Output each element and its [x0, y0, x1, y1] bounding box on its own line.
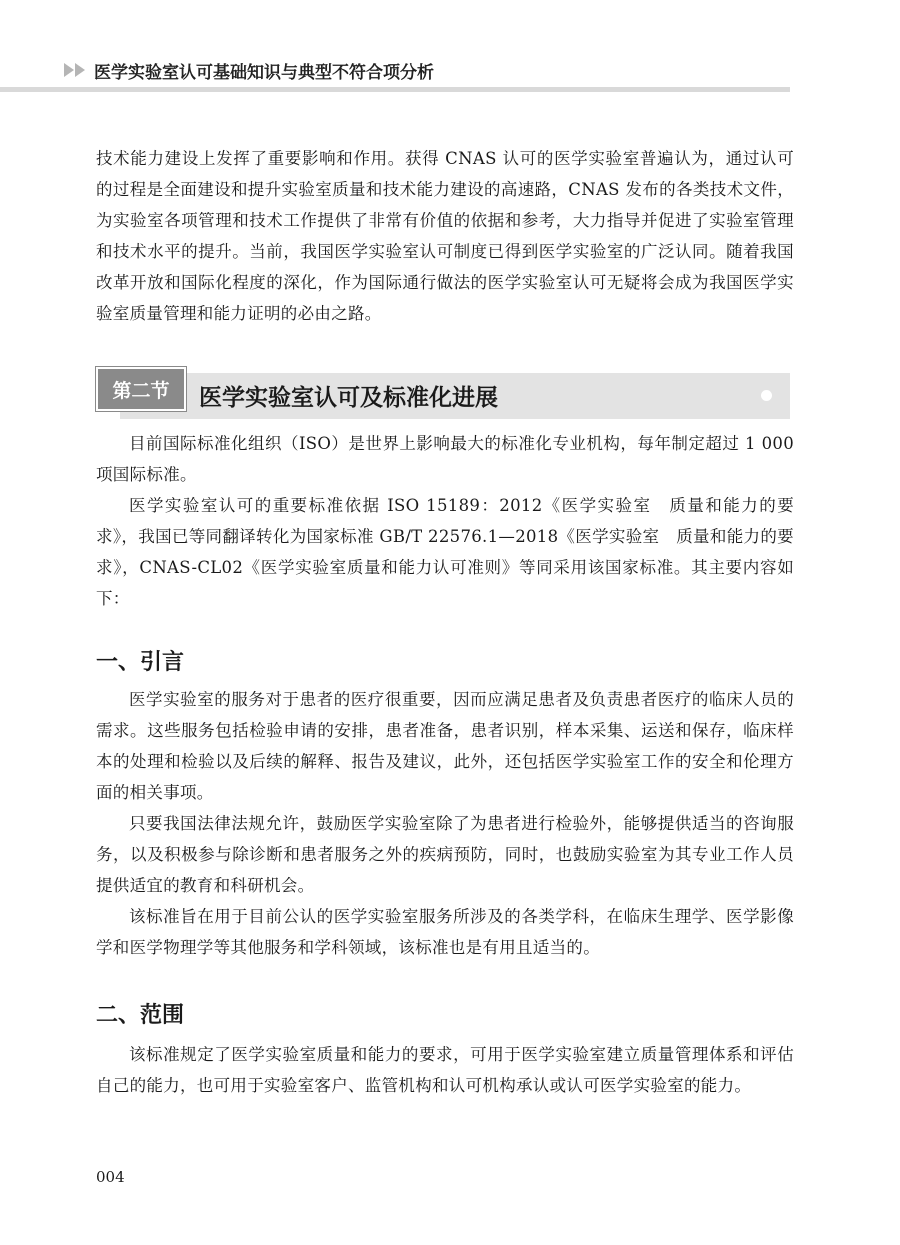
section-dot-ornament [761, 390, 772, 401]
section-title: 医学实验室认可及标准化进展 [199, 385, 498, 411]
subsection-body-introduction [96, 684, 794, 963]
section-body [96, 428, 794, 614]
running-header-title: 医学实验室认可基础知识与典型不符合项分析 [94, 62, 434, 83]
section-number-tab: 第二节 [96, 367, 186, 411]
paragraph: 目前国际标准化组织（ISO）是世界上影响最大的标准化专业机构，每年制定超过 1 000 项国际标准。 [96, 434, 794, 484]
paragraph: 医学实验室的服务对于患者的医疗很重要，因而应满足患者及负责患者医疗的临床人员的需求。这些服务包括检验申请的安排，患者准备，患者识别，样本采集、运送和保存，临床样本的处理和检验以及后续的解释、报告及建议，此外，还包括医学实验室工作的安全和伦理方面的相关事项。 [96, 690, 794, 802]
subsection-body-scope [96, 1039, 794, 1101]
paragraph: 该标准旨在用于目前公认的医学实验室服务所涉及的各类学科，在临床生理学、医学影像学和医学物理学等其他服务和学科领域，该标准也是有用且适当的。 [96, 907, 794, 957]
paragraph: 只要我国法律法规允许，鼓励医学实验室除了为患者进行检验外，能够提供适当的咨询服务，以及积极参与除诊断和患者服务之外的疾病预防，同时，也鼓励实验室为其专业工作人员提供适宜的教育和科研机会。 [96, 814, 794, 895]
header-rule [0, 87, 790, 92]
double-arrow-icon [64, 63, 88, 77]
paragraph: 该标准规定了医学实验室质量和能力的要求，可用于医学实验室建立质量管理体系和评估自己的能力，也可用于实验室客户、监管机构和认可机构承认或认可医学实验室的能力。 [96, 1045, 794, 1095]
paragraph: 技术能力建设上发挥了重要影响和作用。获得 CNAS 认可的医学实验室普遍认为，通过认可的过程是全面建设和提升实验室质量和技术能力建设的高速路，CNAS 发布的各类技术文件，为实验室各项管理和技术工作提供了非常有价值的依据和参考，大力指导并促进了实验室管理和技术水平的提升。当前，我国医学实验室认可制度已得到医学实验室的广泛认同。随着我国改革开放和国际化程度的深化，作为国际通行做法的医学实验室认可无疑将会成为我国医学实验室质量管理和能力证明的必由之路。 [96, 149, 794, 323]
running-header [64, 55, 434, 85]
paragraph: 医学实验室认可的重要标准依据 ISO 15189：2012《医学实验室 质量和能力的要求》，我国已等同翻译转化为国家标准 GB/T 22576.1—2018《医学实验室 质量和能力的要求》，CNAS-CL02《医学实验室质量和能力认可准则》等同采用该国家标准。其主要内容如下： [96, 496, 794, 608]
page-number: 004 [96, 1168, 125, 1186]
subsection-heading-scope: 二、范围 [96, 1003, 185, 1028]
subsection-heading-introduction: 一、引言 [96, 650, 185, 675]
continued-paragraph [96, 143, 794, 329]
